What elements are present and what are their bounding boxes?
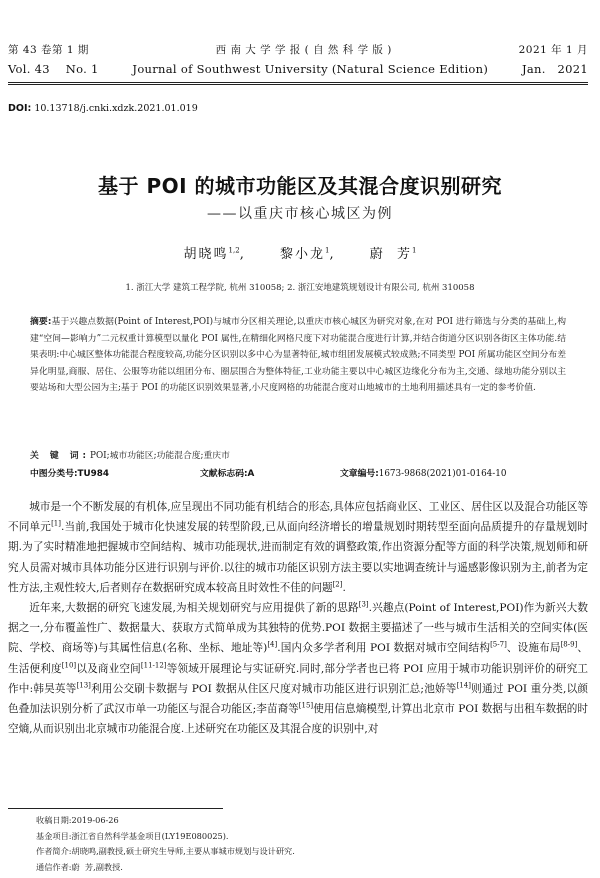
header-rule-thick <box>8 84 588 85</box>
received-date: 收稿日期:2019-06-26 <box>36 815 119 825</box>
footnote-rule <box>8 808 223 809</box>
author-name: 蔚 芳 <box>369 247 412 262</box>
author: 胡晓鸣$^{1,2}$, <box>183 246 246 262</box>
doi-label: DOI: <box>8 103 32 114</box>
article-number-label: 文章编号: <box>340 469 379 479</box>
paragraph-text: 等领域开展理论与实证研究.同时,部分学者也已将 POI 应用于城市功能识别评价的研究工作中:韩昊英等 <box>8 662 588 695</box>
journal-name-cn: 西 南 大 学 学 报 ( 自 然 科 学 版 ) <box>215 44 392 56</box>
citation: [8-9] <box>560 640 578 649</box>
classification-row <box>30 466 570 479</box>
publication-date-en: Jan. 2021 <box>521 62 588 76</box>
keywords <box>30 448 570 461</box>
article-subtitle: ——以重庆市核心城区为例 <box>207 206 393 222</box>
paragraph-text: .兴趣点(Point of Interest,POI)作为新兴大数据之一,分布覆盖性广、数据量大、获取方式简单成为其独特的优势.POI 数据主要描述了一些与城市生活相关的空间实体(医院、学校、商场等)与其属性信息(名称、坐标、地址等) <box>8 602 589 655</box>
fund-project: 基金项目:浙江省自然科学基金项目(LY19E080025). <box>36 830 229 841</box>
citation: [3] <box>358 600 369 609</box>
paragraph-text: .国内众多学者利用 POI 数据对城市空间结构 <box>277 642 491 655</box>
journal-header-en <box>8 62 588 76</box>
paragraph-text: 、设施布局 <box>506 642 561 655</box>
citation: [14] <box>456 681 471 690</box>
keywords-text: POI;城市功能区;功能混合度;重庆市 <box>90 451 230 461</box>
doc-code-value: A <box>247 469 255 479</box>
journal-header-cn <box>8 42 588 57</box>
paragraph-text: 则通过 POI 重分类,以颜色叠加法识别分析了武汉市单一功能区与混合功能区;李苗裔等 <box>8 682 588 716</box>
author-affiliation-mark: 1 <box>324 246 330 255</box>
citation: [1] <box>51 519 61 528</box>
journal-name-en: Journal of Southwest University (Natural Science Edition) <box>132 62 489 76</box>
citation: [4] <box>267 640 278 649</box>
author-affiliation-mark: 1,2 <box>228 246 240 255</box>
paragraph-text: 城市是一个不断发展的有机体,应呈现出不同功能有机结合的形态,具体应包括商业区、工业区、居住区以及混合功能区等不同单元 <box>8 501 588 534</box>
abstract <box>30 314 566 397</box>
volume-issue-cn: 第 43 卷第 1 期 <box>8 44 89 56</box>
paragraph-text: 使用信息熵模型,计算出北京市 POI 数据与出租车数据的时空熵,从而识别出北京城市功能混合度.上述研究在功能区及其混合度的识别中,对 <box>8 703 588 736</box>
abstract-text: 基于兴趣点数据(Point of Interest,POI)与城市分区相关理论,以重庆市核心城区为研究对象,在对 POI 进行筛选与分类的基础上,构建“空间—影响力”二元权重计算模型以量化 POI 属性,在精细化网格尺度下对功能混合度进行计算,并结合街道分区识别各街区主体功能.结果表明:中心城区整体功能混合程度较高,功能分区识别以多中心为显著特征,城市组团发展模式较成熟;不同类型 POI 所属功能区空间分布差异化明显,商服、居住、公服等功能以组团分布、圈层围合为整体特征,工业功能主要以中心城区边缘化分布为主,交通、绿地功能分别以主要站场和大型公园为主;基于 POI 的功能区识别效果显著,小尺度网格的功能混合度对山地城市的土地利用描述具有一定的参考价值. <box>30 317 566 393</box>
corresponding-author: 通信作者:蔚 芳,副教授. <box>36 861 123 872</box>
doc-code-label: 文献标志码: <box>200 469 248 479</box>
footnotes <box>36 813 295 875</box>
publication-date-cn: 2021 年 1 月 <box>518 44 588 56</box>
abstract-label: 摘要: <box>30 317 52 327</box>
volume-issue-en: Vol. 43 No. 1 <box>8 62 99 76</box>
doi-line <box>8 103 198 114</box>
clc-label: 中图分类号: <box>30 469 78 479</box>
citation: [2] <box>332 580 343 589</box>
paragraph <box>8 497 588 598</box>
clc-value: TU984 <box>77 469 110 479</box>
author-name: 胡晓鸣 <box>183 247 229 262</box>
citation: [13] <box>76 681 91 690</box>
paragraph-text: 利用公交刷卡数据与 POI 数据从住区尺度对城市功能区进行识别汇总;池娇等 <box>90 682 457 695</box>
header-rule-thin <box>8 82 588 83</box>
paragraph-text: 、生活便利度 <box>8 642 589 675</box>
author-name: 黎小龙 <box>279 247 325 262</box>
citation: [15] <box>298 701 314 710</box>
author-affiliation-mark: 1 <box>412 246 417 255</box>
body-text <box>8 497 588 739</box>
paragraph-text: 近年来,大数据的研究飞速发展,为相关规划研究与应用提供了新的思路 <box>29 602 359 615</box>
article-number-value: 1673-9868(2021)01-0164-10 <box>378 469 507 479</box>
citation: [11-12] <box>140 661 167 670</box>
article-title: 基于 POI 的城市功能区及其混合度识别研究 <box>97 174 503 198</box>
paragraph <box>8 598 588 739</box>
citation: [10] <box>61 661 77 670</box>
affiliations: 1. 浙江大学 建筑工程学院, 杭州 310058; 2. 浙江安地建筑规划设计有限公司, 杭州 310058 <box>125 283 475 293</box>
author <box>370 247 417 262</box>
paragraph-text: . <box>342 581 346 594</box>
paragraph-text: 以及商业空间 <box>76 662 141 675</box>
doi-value: 10.13718/j.cnki.xdzk.2021.01.019 <box>34 103 198 114</box>
keywords-label: 关 键 词: <box>30 451 91 461</box>
author-bio: 作者简介:胡晓鸣,副教授,硕士研究生导师,主要从事城市规划与设计研究. <box>36 846 295 856</box>
citation: [5-7] <box>490 640 507 649</box>
paragraph-text: .当前,我国处于城市化快速发展的转型阶段,已从面向经济增长的增量规划时期转型至面向品质提升的存量规划时期.为了实时精准地把握城市空间结构、城市功能现状,进而制定有效的调整政策,作出资源分配等方面的科学决策,规划师和研究人员需对城市具体功能分区进行识别与评价.以往的城市功能区识别方法主要以实地调查统计与遥感影像识别为主,前者为定性方法,主观性较大,后者则存在数据研究成本较高且时效性不佳的问题 <box>8 521 589 594</box>
author: 黎小龙$^1$, <box>279 246 336 262</box>
author-list <box>0 243 600 262</box>
